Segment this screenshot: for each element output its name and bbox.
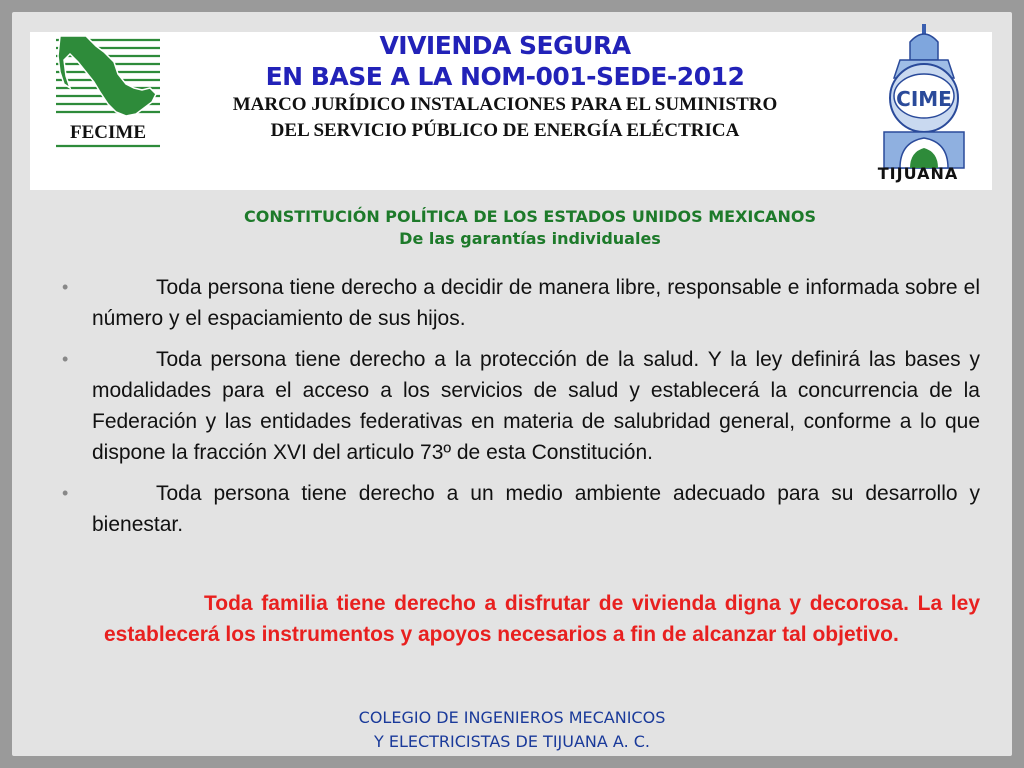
cime-logo-caption: TIJUANA [877,164,959,183]
emphasis-paragraph: Toda familia tiene derecho a disfrutar de vivienda digna y decorosa. La ley establecerá los instrumentos y apoyos necesarios a fin de alcanzar tal objetivo. [104,592,980,646]
fecime-logo-text: FECIME [70,122,146,143]
cime-logo [870,20,970,170]
slide-subtitle-line1: MARCO JURÍDICO INSTALACIONES PARA EL SUMINISTRO [232,94,778,115]
bullet-text: Toda persona tiene derecho a un medio ambiente adecuado para su desarrollo y bienestar. [92,482,980,536]
list-item [62,344,980,468]
footer-line2: Y ELECTRICISTAS DE TIJUANA A. C. [373,732,650,751]
slide-title-line1: VIVIENDA SEGURA [379,31,631,60]
fecime-logo [56,32,160,152]
bullet-text: Toda persona tiene derecho a decidir de manera libre, responsable e informada sobre el número y el espaciamiento de sus hijos. [92,276,980,330]
footer-line1: COLEGIO DE INGENIEROS MECANICOS [358,708,666,727]
slide-subtitle-line2: DEL SERVICIO PÚBLICO DE ENERGÍA ELÉCTRICA [270,120,740,141]
bullet-text: Toda persona tiene derecho a la protección de la salud. Y la ley definirá las bases y modalidades para el acceso a los servicios de salud y establecerá la concurrencia de la Federación y las entidades federativas en materia de salubridad general, conforme a lo que dispone la fracción XVI del articulo 73º de esta Constitución. [92,348,980,464]
section-subheading: De las garantías individuales [399,229,661,248]
section-heading: CONSTITUCIÓN POLÍTICA DE LOS ESTADOS UNIDOS MEXICANOS [243,207,816,226]
list-item [62,478,980,540]
list-item [62,272,980,334]
footer [200,706,824,754]
bullet-icon: • [62,349,69,369]
cime-logo-text: CIME [896,87,952,111]
section-heading-block [120,205,940,250]
bullet-icon: • [62,277,69,297]
slide-title-line2: EN BASE A LA NOM-001-SEDE-2012 [265,62,745,91]
bullet-list [62,272,980,550]
bullet-icon: • [62,483,69,503]
title-block [150,30,860,144]
